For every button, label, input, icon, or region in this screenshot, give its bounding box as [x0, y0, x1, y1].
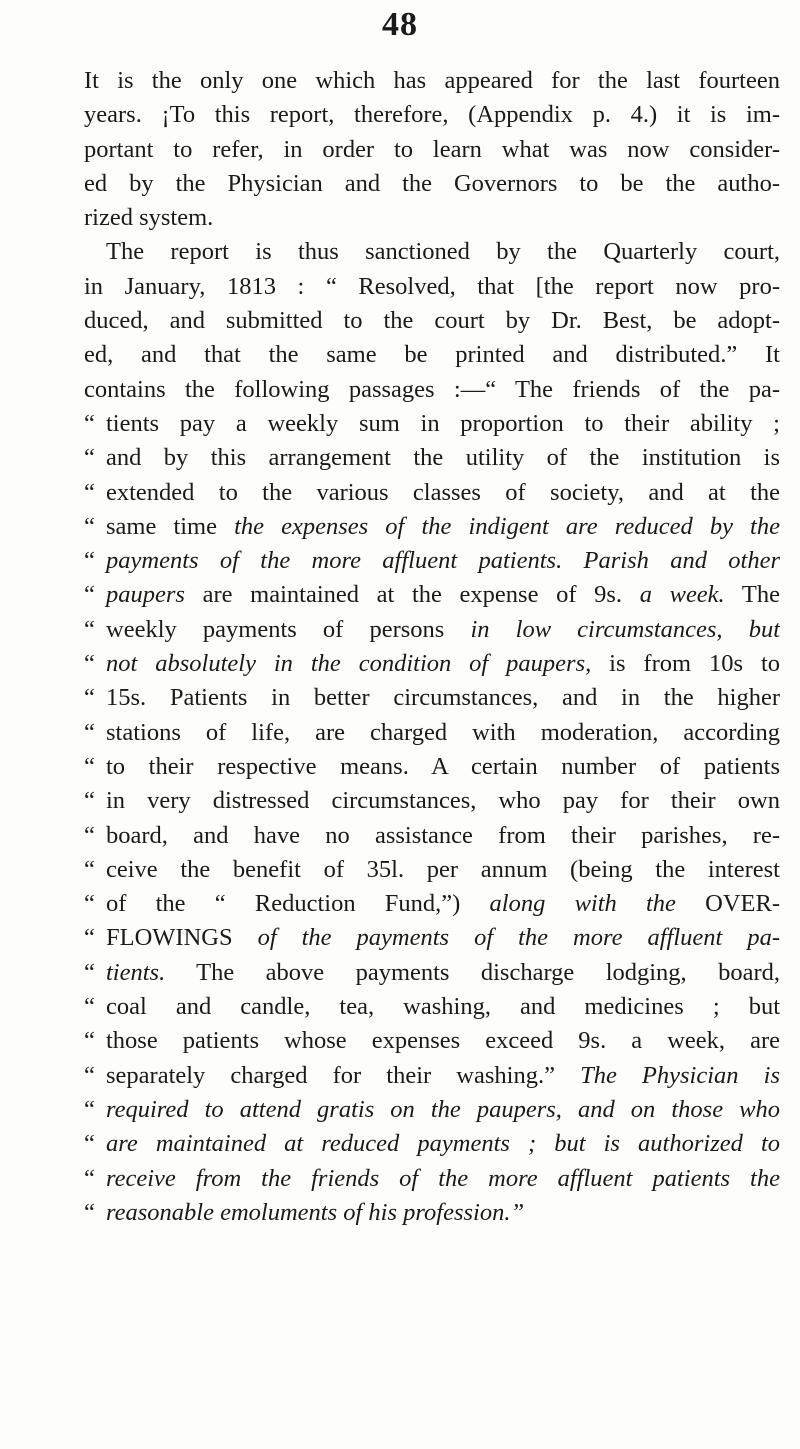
- italic-text: are maintained at reduced payments ; but is authorized to: [106, 1130, 780, 1158]
- text-line: [84, 853, 780, 887]
- text-line: [84, 235, 780, 269]
- text-line: [84, 681, 780, 715]
- text-segment: The above payments discharge lodging, board,: [165, 958, 780, 986]
- text-line: [84, 750, 780, 784]
- text-segment: OVER-: [675, 890, 780, 918]
- italic-text: required to attend gratis on the paupers, and on those who: [106, 1095, 780, 1123]
- text-line: [84, 887, 780, 921]
- text-line: [84, 647, 780, 681]
- italic-text: paupers: [106, 581, 185, 609]
- text-segment: years. ¡To this report, therefore, (Appendix p. 4.) it is im-: [84, 101, 780, 129]
- text-segment: FLOWINGS: [106, 924, 258, 952]
- italic-text: a week.: [639, 581, 725, 609]
- text-segment: are maintained at the expense of 9s.: [184, 581, 640, 609]
- text-segment: is from 10s to: [591, 650, 780, 678]
- text-segment: duced, and submitted to the court by Dr. Best, be adopt-: [84, 307, 780, 335]
- text-line: [84, 613, 780, 647]
- italic-text: along with the: [489, 890, 676, 918]
- text-segment: weekly payments of persons: [106, 615, 471, 643]
- text-segment: separately charged for their washing.”: [106, 1061, 581, 1089]
- text-line: [84, 544, 780, 578]
- quote-mark: “: [84, 855, 95, 883]
- text-line: [84, 510, 780, 544]
- text-segment: ceive the benefit of 35l. per annum (being the interest: [106, 855, 780, 883]
- body-text: [84, 64, 780, 1230]
- text-segment: extended to the various classes of society, and at the: [106, 478, 780, 506]
- quote-mark: “: [84, 650, 95, 678]
- text-segment: in very distressed circumstances, who pay for their own: [106, 787, 780, 815]
- text-line: [84, 956, 780, 990]
- text-line: [84, 716, 780, 750]
- text-line: [84, 921, 780, 955]
- italic-text: reasonable emoluments of his profession.”: [106, 1198, 525, 1226]
- text-segment: board, and have no assistance from their parishes, re-: [106, 821, 780, 849]
- italic-text: of the payments of the more affluent pa-: [257, 924, 780, 952]
- quote-mark: “: [84, 787, 95, 815]
- text-segment: and by this arrangement the utility of the institution is: [106, 444, 780, 472]
- text-line: [84, 1024, 780, 1058]
- text-segment: to their respective means. A certain number of patients: [106, 752, 780, 780]
- text-line: [84, 1162, 780, 1196]
- italic-text: the expenses of the indigent are reduced by the: [234, 512, 780, 540]
- quote-mark: “: [84, 993, 95, 1021]
- text-line: [84, 1093, 780, 1127]
- text-segment: tients pay a weekly sum in proportion to their ability ;: [106, 409, 780, 437]
- text-line: [84, 1059, 780, 1093]
- quote-mark: “: [84, 958, 95, 986]
- quote-mark: “: [84, 444, 95, 472]
- text-line: [84, 98, 780, 132]
- quote-mark: “: [84, 684, 95, 712]
- quote-mark: “: [84, 1130, 95, 1158]
- text-line: [84, 373, 780, 407]
- italic-text: in low circumstances, but: [470, 615, 780, 643]
- text-line: [84, 1196, 780, 1230]
- text-line: [84, 476, 780, 510]
- text-line: [84, 338, 780, 372]
- text-line: [84, 441, 780, 475]
- text-segment: rized system.: [84, 204, 214, 232]
- text-segment: those patients whose expenses exceed 9s. a week, are: [106, 1027, 780, 1055]
- text-line: [84, 819, 780, 853]
- text-segment: same time: [106, 512, 235, 540]
- quote-mark: “: [84, 478, 95, 506]
- text-line: [84, 990, 780, 1024]
- text-segment: It is the only one which has appeared for the last fourteen: [84, 67, 780, 94]
- quote-mark: “: [84, 1164, 95, 1192]
- quote-mark: “: [84, 1061, 95, 1089]
- quote-mark: “: [84, 821, 95, 849]
- quote-mark: “: [84, 1027, 95, 1055]
- text-segment: 15s. Patients in better circumstances, and in the higher: [106, 684, 780, 712]
- quote-mark: “: [84, 924, 95, 952]
- text-segment: stations of life, are charged with moderation, according: [106, 718, 780, 746]
- text-segment: The report is thus sanctioned by the Quarterly court,: [106, 238, 780, 266]
- text-line: [84, 407, 780, 441]
- italic-text: payments of the more affluent patients. Parish and other: [106, 547, 780, 575]
- quote-mark: “: [84, 409, 95, 437]
- text-line: [84, 167, 780, 201]
- italic-text: The Physician is: [580, 1061, 780, 1089]
- text-segment: portant to refer, in order to learn what was now consider-: [84, 135, 780, 163]
- text-segment: of the “ Reduction Fund,”): [106, 890, 490, 918]
- italic-text: not absolutely in the condition of paupers,: [106, 650, 592, 678]
- text-segment: contains the following passages :—“ The friends of the pa-: [84, 375, 780, 403]
- text-segment: in January, 1813 : “ Resolved, that [the report now pro-: [84, 272, 780, 300]
- text-line: [84, 1127, 780, 1161]
- text-line: [84, 304, 780, 338]
- quote-mark: “: [84, 581, 95, 609]
- italic-text: tients.: [106, 958, 166, 986]
- text-line: [84, 270, 780, 304]
- text-segment: ed, and that the same be printed and distributed.” It: [84, 341, 780, 369]
- quote-mark: “: [84, 547, 95, 575]
- quote-mark: “: [84, 752, 95, 780]
- quote-mark: “: [84, 512, 95, 540]
- text-segment: coal and candle, tea, washing, and medicines ; but: [106, 993, 780, 1021]
- text-line: [84, 784, 780, 818]
- text-line: [84, 201, 780, 235]
- text-segment: The: [724, 581, 780, 609]
- text-line: [84, 64, 780, 98]
- quote-mark: “: [84, 615, 95, 643]
- quote-mark: “: [84, 1198, 95, 1226]
- quote-mark: “: [84, 718, 95, 746]
- italic-text: receive from the friends of the more affluent patients the: [106, 1164, 780, 1192]
- text-segment: ed by the Physician and the Governors to be the autho-: [84, 169, 780, 197]
- quote-mark: “: [84, 1095, 95, 1123]
- page-number: 48: [382, 6, 418, 43]
- text-line: [84, 133, 780, 167]
- quote-mark: “: [84, 890, 95, 918]
- text-line: [84, 578, 780, 612]
